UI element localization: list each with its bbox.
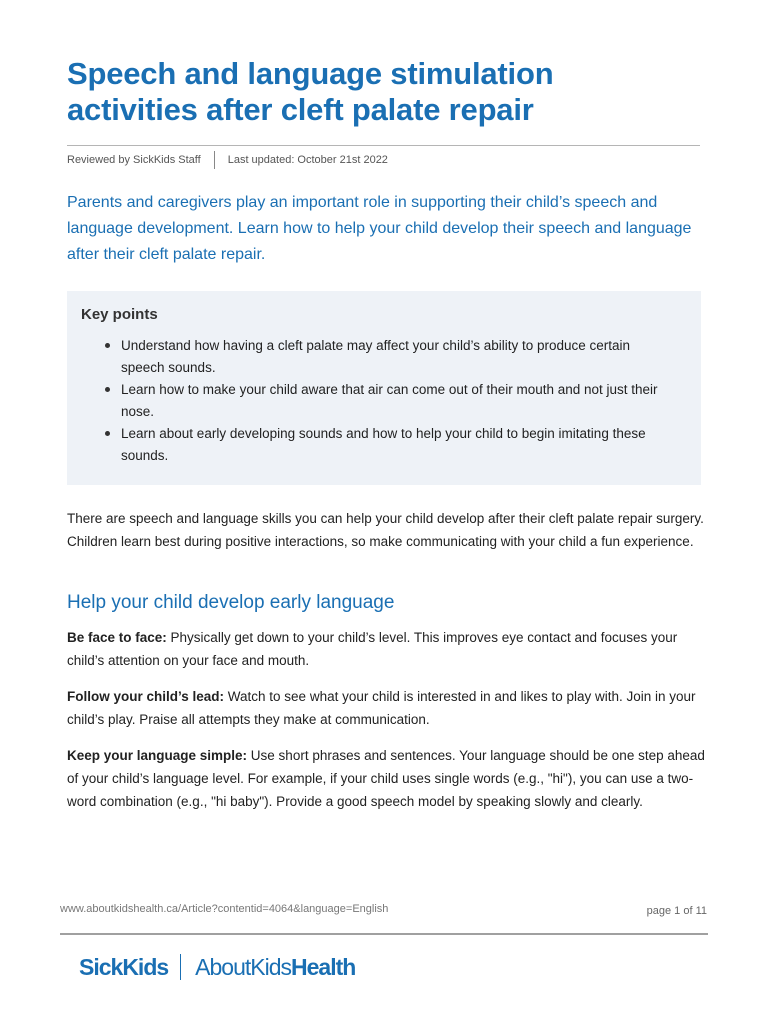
key-point-item: [121, 335, 661, 379]
last-updated: Last updated: October 21st 2022: [227, 154, 388, 166]
tip-label: Keep your language simple:: [67, 748, 248, 763]
logo-health-text: Health: [291, 953, 356, 980]
tip-text: Physically get down to your child’s level. This improves eye contact and focuses your child’s attention on your face and mouth.: [67, 630, 678, 668]
bullet-icon: [105, 431, 110, 436]
key-points-title: Key points: [81, 306, 158, 323]
bullet-icon: [105, 387, 110, 392]
logo-sickkids-text: SickKids: [79, 953, 169, 980]
tip-text: Watch to see what your child is interested in and likes to play with. Join in your child’s play. Praise all attempts they make at communication.: [67, 689, 696, 727]
tip-keep-simple: [67, 744, 707, 813]
bullet-icon: [105, 343, 110, 348]
tip-label: Be face to face:: [67, 630, 167, 645]
key-points-list: [67, 335, 661, 467]
key-point-text: Learn about early developing sounds and how to help your child to begin imitating these sounds.: [121, 426, 646, 463]
intro-paragraph: Parents and caregivers play an important role in supporting their child’s speech and language development. Learn how to help your child develop their speech and language after their cleft palate repair.: [67, 194, 692, 263]
key-point-item: [121, 423, 661, 467]
key-point-text: Learn how to make your child aware that air can come out of their mouth and not just their nose.: [121, 382, 658, 419]
section-heading: Help your child develop early language: [67, 592, 395, 613]
footer-divider: [60, 933, 708, 935]
meta-separator: [214, 151, 215, 169]
sickkids-aboutkidshealth-logo[interactable]: [79, 952, 355, 982]
tip-follow-lead: [67, 685, 707, 731]
key-point-item: [121, 379, 661, 423]
tip-label: Follow your child’s lead:: [67, 689, 225, 704]
tip-face-to-face: [67, 626, 707, 672]
key-points-box: [67, 291, 701, 485]
tip-text: Use short phrases and sentences. Your language should be one step ahead of your child’s language level. For example, if your child uses single words (e.g., "hi"), you can use a two-word combination (e.g., "hi baby"). Provide a good speech model by speaking slowly and clearly.: [67, 748, 705, 809]
title-divider: [67, 145, 700, 146]
article-meta: [67, 150, 388, 170]
key-point-text: Understand how having a cleft palate may affect your child’s ability to produce certain speech sounds.: [121, 338, 631, 375]
page-number: page 1 of 11: [646, 905, 707, 917]
footer-url-link[interactable]: www.aboutkidshealth.ca/Article?contentid=4064&language=English: [60, 903, 389, 915]
reviewed-by: Reviewed by SickKids Staff: [67, 154, 201, 166]
page-title: Speech and language stimulation activities after cleft palate repair: [67, 56, 554, 127]
logo-about-text: AboutKids: [195, 953, 292, 980]
logo-separator: [180, 954, 181, 980]
body-paragraph: There are speech and language skills you can help your child develop after their cleft palate repair surgery. Children learn best during positive interactions, so make communicating with your child a fun experience.: [67, 511, 704, 549]
